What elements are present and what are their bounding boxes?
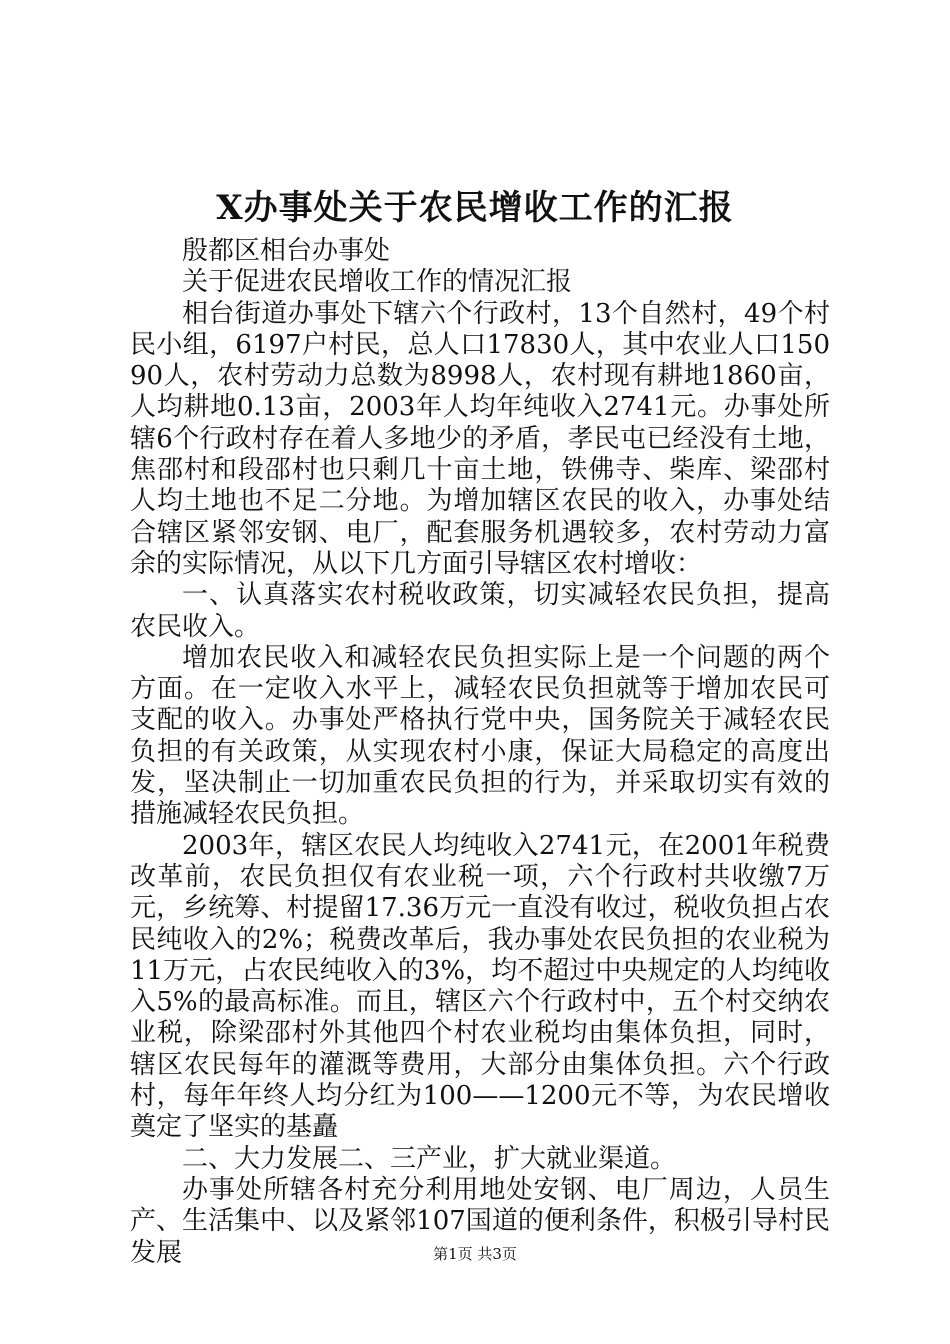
paragraph-industry: 办事处所辖各村充分利用地处安钢、电厂周边，人员生产、生活集中、以及紧邻107国道的便利条件，积极引导村民发展 [130,1174,830,1268]
paragraph-burden: 增加农民收入和减轻农民负担实际上是一个问题的两个方面。在一定收入水平上，减轻农民负担就等于增加农民可支配的收入。办事处严格执行党中央，国务院关于减轻农民负担的有关政策，从实现农村小康，保证大局稳定的高度出发，坚决制止一切加重农民负担的行为，并采取切实有效的措施减轻农民负担。 [130,642,830,830]
paragraph-intro: 相台街道办事处下辖六个行政村，13个自然村，49个村民小组，6197户村民，总人口17830人，其中农业人口15090人，农村劳动力总数为8998人，农村现有耕地1860亩，人均耕地0.13亩，2003年人均年纯收入2741元。办事处所辖6个行政村存在着人多地少的矛盾，孝民屯已经没有土地，焦邵村和段邵村也只剩几十亩土地，铁佛寺、柴库、梁邵村人均土地也不足二分地。为增加辖区农民的收入，办事处结合辖区紧邻安钢、电厂，配套服务机遇较多，农村劳动力富余的实际情况，从以下几方面引导辖区农村增收： [130,298,830,579]
paragraph-heading-2: 二、大力发展二、三产业，扩大就业渠道。 [182,1143,677,1174]
paragraph-subtitle: 关于促进农民增收工作的情况汇报 [182,267,573,298]
paragraph-heading-1: 一、认真落实农村税收政策，切实减轻农民负担，提高农民收入。 [130,580,830,642]
page-number: 第1页 共3页 [433,1245,517,1263]
paragraph-income-2003: 2003年，辖区农民人均纯收入2741元，在2001年税费改革前，农民负担仅有农业税一项，六个行政村共收缴7万元，乡统筹、村提留17.36万元一直没有收过，税收负担占农民纯收入的2%；税费改革后，我办事处农民负担的农业税为11万元，占农民纯收入的3%，均不超过中央规定的人均纯收入5%的最高标准。而且，辖区六个行政村中，五个村交纳农业税，除梁邵村外其他四个村农业税均由集体负担，同时，辖区农民每年的灌溉等费用，大部分由集体负担。六个行政村，每年年终人均分红为100——1200元不等，为农民增收奠定了坚实的基矗 [130,830,830,1143]
document-title: X办事处关于农民增收工作的汇报 [216,188,734,228]
document-body [130,236,830,1269]
paragraph-org: 殷都区相台办事处 [182,236,391,266]
